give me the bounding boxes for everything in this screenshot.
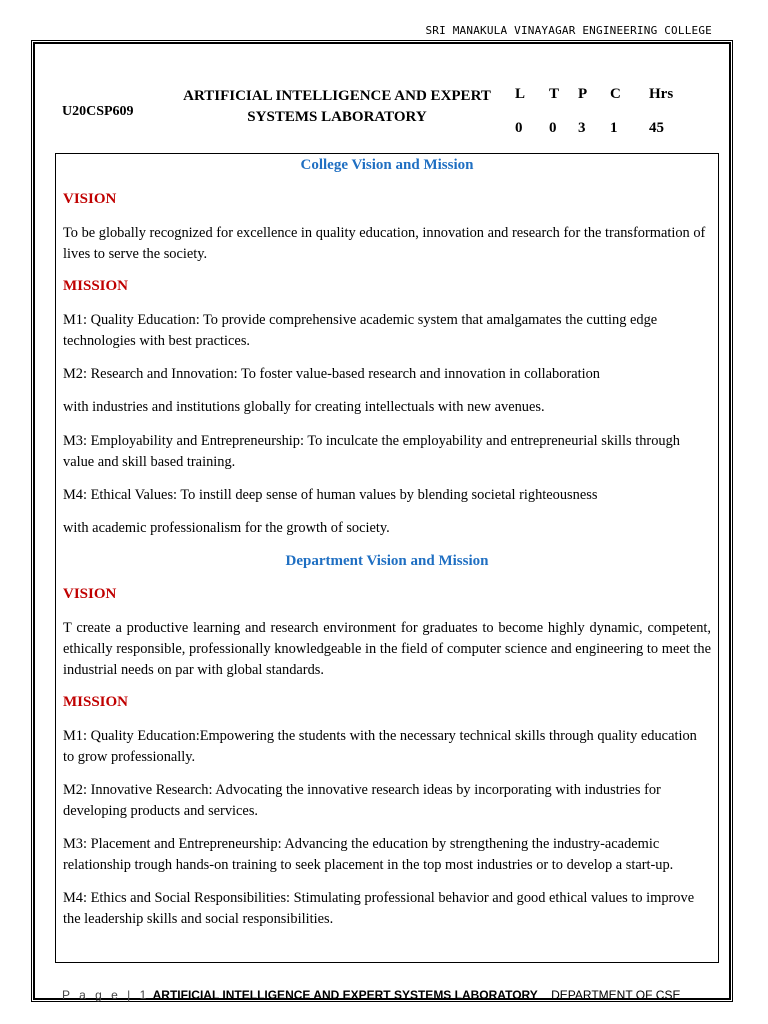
dept-vision-heading: VISION <box>63 586 117 602</box>
footer-course-title: ARTIFICIAL INTELLIGENCE AND EXPERT SYSTEMS LABORATORY <box>152 988 538 1002</box>
dept-mission-m1: M1: Quality Education:Empowering the students with the necessary technical skills through quality education to grow professionally. <box>63 728 697 765</box>
college-mission-m4-line2: with academic professionalism for the growth of society. <box>63 520 390 536</box>
college-mission-m4-line1: M4: Ethical Values: To instill deep sense of human values by blending societal righteousness <box>63 487 598 503</box>
credit-t-label: T <box>549 86 560 102</box>
course-title-line1: ARTIFICIAL INTELLIGENCE AND EXPERT <box>183 88 491 104</box>
college-vision-heading: VISION <box>63 191 117 207</box>
credit-l-value: 0 <box>515 120 523 136</box>
college-mission-m2-line2: with industries and institutions globally for creating intellectuals with new avenues. <box>63 399 545 415</box>
dept-mission-heading: MISSION <box>63 694 129 710</box>
credit-t-value: 0 <box>549 120 557 136</box>
credit-t <box>549 86 560 136</box>
credit-hrs <box>649 86 674 136</box>
credit-hrs-label: Hrs <box>649 86 674 102</box>
page-number: P a g e | 1 <box>62 988 150 1002</box>
dept-mission-m3: M3: Placement and Entrepreneurship: Advancing the education by strengthening the industry-academic relationship trough hands-on training to seek placement in the top most industries or to develop a start-up. <box>63 836 674 873</box>
dept-mission-m2: M2: Innovative Research: Advocating the innovative research ideas by incorporating with industries for developing products and services. <box>63 782 661 819</box>
college-mission-m1: M1: Quality Education: To provide comprehensive academic system that amalgamates the cutting edge technologies with best practices. <box>63 312 658 349</box>
course-title-line2: SYSTEMS LABORATORY <box>247 109 427 125</box>
dept-mission-m4: M4: Ethics and Social Responsibilities: Stimulating professional behavior and good ethical values to improve the leadership skills and social responsibilities. <box>63 890 695 927</box>
credit-p <box>578 86 588 136</box>
college-mission-m3: M3: Employability and Entrepreneurship: To inculcate the employability and entrepreneurial skills through value and skill based training. <box>63 433 680 470</box>
course-title <box>167 86 507 128</box>
college-vm-title: College Vision and Mission <box>300 157 474 173</box>
credit-hrs-value: 45 <box>649 120 664 136</box>
course-header-row <box>62 84 718 144</box>
college-header: SRI MANAKULA VINAYAGAR ENGINEERING COLLEGE <box>425 24 712 37</box>
credit-p-label: P <box>578 86 588 102</box>
dept-vm-title: Department Vision and Mission <box>285 553 489 569</box>
credit-c-value: 1 <box>610 120 618 136</box>
course-code: U20CSP609 <box>62 104 134 119</box>
credit-l <box>515 86 526 136</box>
credit-p-value: 3 <box>578 120 586 136</box>
footer-department: DEPARTMENT OF CSE <box>551 988 681 1002</box>
college-mission-heading: MISSION <box>63 278 129 294</box>
credit-c-label: C <box>610 86 621 102</box>
page-footer <box>62 988 680 1002</box>
college-mission-m2-line1: M2: Research and Innovation: To foster value-based research and innovation in collaboration <box>63 366 601 382</box>
dept-vision-text: T create a productive learning and research environment for graduates to become highly dynamic, competent, ethically responsible, professionally knowledgeable in the field of computer science and engineering to meet the industrial needs on par with global standards. <box>63 620 711 678</box>
credit-l-label: L <box>515 86 526 102</box>
vision-mission-box <box>55 153 719 963</box>
credit-c <box>610 86 621 136</box>
college-vision-text: To be globally recognized for excellence in quality education, innovation and research for the transformation of lives to serve the society. <box>63 225 706 262</box>
